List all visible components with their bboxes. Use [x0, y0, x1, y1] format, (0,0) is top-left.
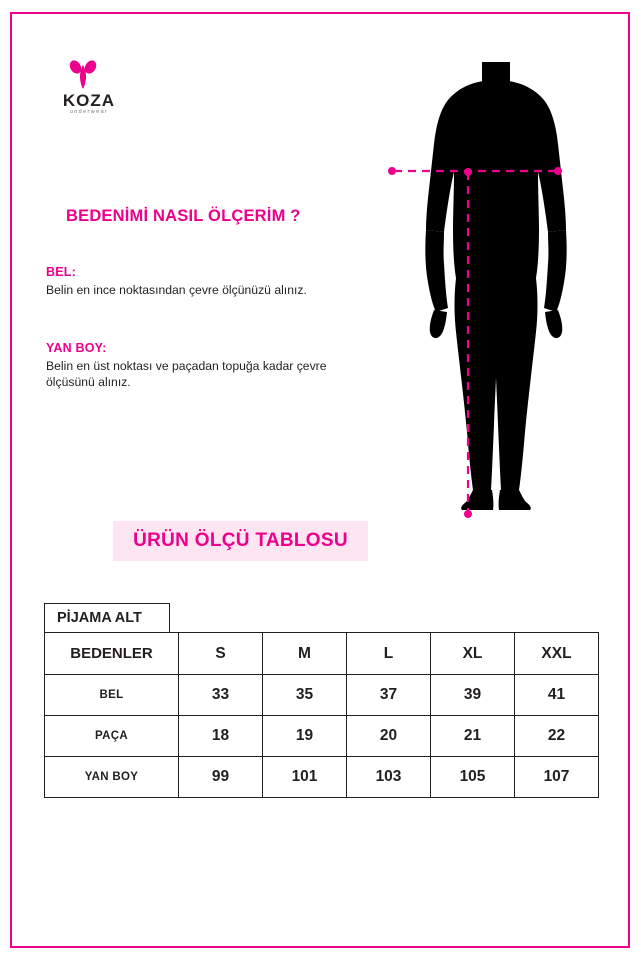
koza-flower-icon	[66, 58, 100, 92]
table-row	[45, 716, 599, 757]
table-cell-paca-xl: 21	[431, 716, 515, 757]
table-cell-paca-m: 19	[263, 716, 347, 757]
table-row	[45, 675, 599, 716]
brand-tagline: underwear	[69, 109, 109, 115]
table-cell-bel-l: 37	[347, 675, 431, 716]
table-cell-bel-xl: 39	[431, 675, 515, 716]
brand-logo	[48, 58, 158, 118]
table-row-label-yan-boy: YAN BOY	[45, 757, 179, 798]
table-row-label-bel: BEL	[45, 675, 179, 716]
table-header-size-xl: XL	[431, 633, 515, 675]
table-cell-yan-boy-s: 99	[179, 757, 263, 798]
measure-block-bel	[46, 265, 307, 298]
table-cell-paca-xxl: 22	[515, 716, 599, 757]
table-cell-bel-xxl: 41	[515, 675, 599, 716]
male-mannequin-silhouette	[396, 60, 596, 520]
table-header-size-xxl: XXL	[515, 633, 599, 675]
measure-label-yan-boy: YAN BOY:	[46, 341, 107, 355]
product-name-text: PİJAMA ALT	[57, 610, 142, 626]
side-length-dashed-line	[458, 168, 478, 518]
table-cell-bel-m: 35	[263, 675, 347, 716]
table-row-label-paca: PAÇA	[45, 716, 179, 757]
measure-text-yan-boy: Belin en üst noktası ve paçadan topuğa kadar çevre ölçüsünü alınız.	[46, 359, 327, 390]
table-header-bedenler: BEDENLER	[45, 633, 179, 675]
table-cell-bel-s: 33	[179, 675, 263, 716]
table-header-size-s: S	[179, 633, 263, 675]
measure-block-yan-boy	[46, 341, 376, 391]
table-row	[45, 757, 599, 798]
table-title-banner	[113, 521, 368, 561]
table-cell-paca-s: 18	[179, 716, 263, 757]
table-cell-yan-boy-l: 103	[347, 757, 431, 798]
size-table	[44, 632, 599, 798]
brand-name: KOZA	[62, 91, 116, 110]
table-header-row	[45, 633, 599, 675]
table-header-size-l: L	[347, 633, 431, 675]
product-name-tag	[44, 603, 170, 633]
page-title: BEDENİMİ NASIL ÖLÇERİM ?	[66, 207, 301, 225]
table-cell-paca-l: 20	[347, 716, 431, 757]
table-title-text: ÜRÜN ÖLÇÜ TABLOSU	[133, 530, 348, 551]
table-cell-yan-boy-m: 101	[263, 757, 347, 798]
table-cell-yan-boy-xxl: 107	[515, 757, 599, 798]
table-cell-yan-boy-xl: 105	[431, 757, 515, 798]
measure-label-bel: BEL:	[46, 265, 76, 279]
measure-text-bel: Belin en ince noktasından çevre ölçünüzü alınız.	[46, 283, 307, 297]
table-header-size-m: M	[263, 633, 347, 675]
